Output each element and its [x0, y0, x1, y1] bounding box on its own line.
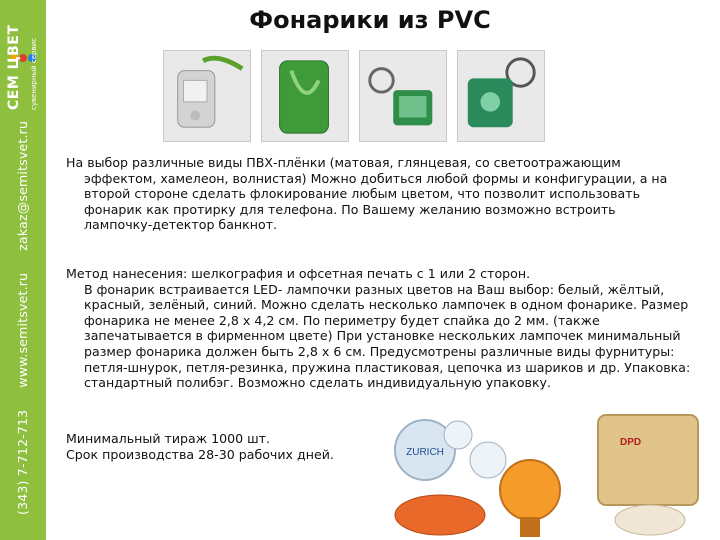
- product-photo-4: [457, 50, 545, 142]
- product-photo-2: [261, 50, 349, 142]
- contact-phone: (343) 7-712-713: [15, 409, 30, 515]
- zurich-label: ZURICH: [406, 447, 444, 458]
- paragraph-film-types-rest: эффектом, хамелеон, волнистая) Можно добиться любой формы и конфигурации, а на второй стороне сделать флокирование любым цветом, что позволит использовать фонарик как протирку для телефона. По Вашему желанию возможно встроить лампочку-детектор банкнот.: [84, 170, 668, 233]
- paragraph-order-terms: [66, 431, 376, 462]
- product-photo-1: [163, 50, 251, 142]
- logo-tagline: сувенирный сервис: [30, 38, 38, 110]
- sidebar-band: [0, 0, 46, 540]
- paragraph-application-method-rest: В фонарик встраивается LED- лампочки разных цветов на Ваш выбор: белый, жёлтый, красный, зелёный, синий. Можно сделать несколько лампочек в одном фонарике. Размер фонарика не менее 2,8 х 4,2 см. По периметру будет спайка до 2 мм. (также запечатывается в фирменном цвете) При установке нескольких лампочек минимальный размер фонарика должен быть 2,8 х 6 см. Предусмотрены различные виды фурнитуры: петля-шнурок, петля-резинка, пружина пластиковая, цепочка из шариков и др. Упаковка: стандартный полибэг. Возможно сделать индивидуальную упаковку.: [84, 281, 691, 391]
- product-photo-row: [163, 50, 553, 142]
- page-title: Фонарики из PVC: [249, 6, 491, 34]
- dpd-label: DPD: [620, 437, 642, 448]
- product-collage-photo: [380, 405, 720, 540]
- product-photo-3: [359, 50, 447, 142]
- sidebar-contacts: [15, 121, 30, 515]
- min-order-text: Минимальный тираж 1000 шт.: [66, 431, 271, 446]
- company-logo: [0, 0, 46, 120]
- paragraph-application-method: [66, 266, 706, 391]
- paragraph-film-types: [66, 155, 706, 233]
- production-time-text: Срок производства 28-30 рабочих дней.: [66, 446, 334, 462]
- contact-email: zakaz@semitsvet.ru: [15, 120, 30, 251]
- logo-text: СЕМ ЦВЕТ: [6, 24, 22, 110]
- paragraph-film-types-first: На выбор различные виды ПВХ-плёнки (матовая, глянцевая, со светоотражающим: [66, 155, 621, 170]
- paragraph-application-method-first: Метод нанесения: шелкография и офсетная печать с 1 или 2 сторон.: [66, 266, 531, 281]
- contact-website: www.semitsvet.ru: [15, 272, 30, 388]
